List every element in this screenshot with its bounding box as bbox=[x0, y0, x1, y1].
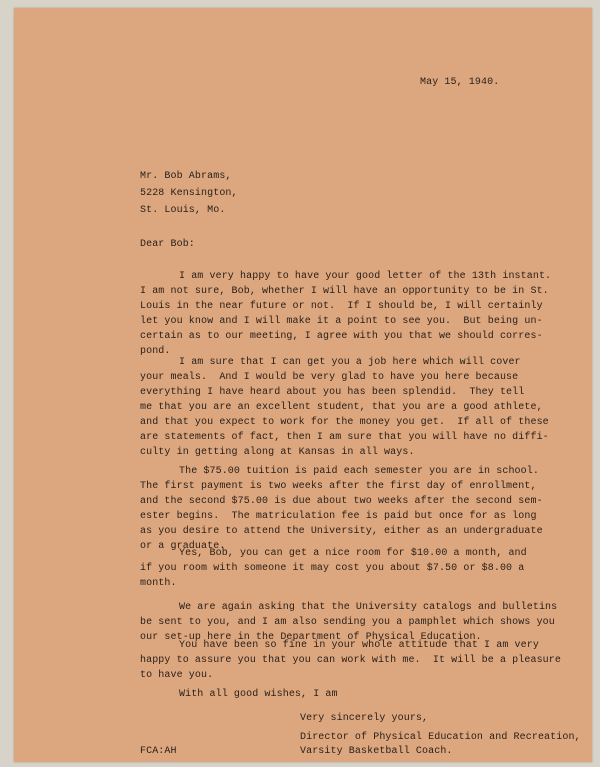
paragraph-6-line-1: You have been so fine in your whole attitude that I am very bbox=[179, 640, 539, 651]
complimentary-close: Very sincerely yours, bbox=[300, 713, 429, 724]
recipient-name: Mr. Bob Abrams, bbox=[140, 171, 232, 182]
paragraph-4-line-2: if you room with someone it may cost you about $7.50 or $8.00 a bbox=[140, 563, 525, 574]
paragraph-2-line-2: your meals. And I would be very glad to have you here because bbox=[140, 372, 519, 383]
paragraph-2-line-5: and that you expect to work for the money you get. If all of these bbox=[140, 417, 549, 428]
paragraph-3-line-4: ester begins. The matriculation fee is paid but once for as long bbox=[140, 511, 537, 522]
paragraph-3-line-1: The $75.00 tuition is paid each semester you are in school. bbox=[179, 466, 539, 477]
paragraph-1-line-3: Louis in the near future or not. If I should be, I will certainly bbox=[140, 301, 543, 312]
paragraph-5-line-2: be sent to you, and I am also sending you a pamphlet which shows you bbox=[140, 617, 555, 628]
paragraph-1-line-6: pond. bbox=[140, 346, 171, 357]
paragraph-4-line-1: Yes, Bob, you can get a nice room for $10.00 a month, and bbox=[179, 548, 527, 559]
recipient-street: 5228 Kensington, bbox=[140, 188, 238, 199]
letter-date: May 15, 1940. bbox=[420, 77, 500, 88]
reference-initials: FCA:AH bbox=[140, 746, 177, 757]
recipient-city: St. Louis, Mo. bbox=[140, 205, 226, 216]
closing-wishes: With all good wishes, I am bbox=[179, 689, 338, 700]
paragraph-3-line-6: or a graduate. bbox=[140, 541, 226, 552]
letter-page bbox=[14, 8, 592, 762]
paragraph-5-line-1: We are again asking that the University catalogs and bulletins bbox=[179, 602, 558, 613]
signature-line-2: Varsity Basketball Coach. bbox=[300, 746, 453, 757]
paragraph-2-line-4: me that you are an excellent student, that you are a good athlete, bbox=[140, 402, 543, 413]
paragraph-3-line-3: and the second $75.00 is due about two weeks after the second sem- bbox=[140, 496, 543, 507]
paragraph-3-line-5: as you desire to attend the University, either as an undergraduate bbox=[140, 526, 543, 537]
paragraph-2-line-6: are statements of fact, then I am sure that you will have no diffi- bbox=[140, 432, 549, 443]
paragraph-4-line-3: month. bbox=[140, 578, 177, 589]
paragraph-2-line-3: everything I have heard about you has been splendid. They tell bbox=[140, 387, 525, 398]
paragraph-1-line-4: let you know and I will make it a point to see you. But being un- bbox=[140, 316, 543, 327]
paragraph-2-line-1: I am sure that I can get you a job here which will cover bbox=[179, 357, 521, 368]
paragraph-3-line-2: The first payment is two weeks after the first day of enrollment, bbox=[140, 481, 537, 492]
paragraph-1-line-1: I am very happy to have your good letter of the 13th instant. bbox=[179, 271, 552, 282]
signature-line-1: Director of Physical Education and Recreation, bbox=[300, 732, 581, 743]
paragraph-2-line-7: culty in getting along at Kansas in all ways. bbox=[140, 447, 415, 458]
paragraph-5-line-3: our set-up here in the Department of Physical Education. bbox=[140, 632, 482, 643]
paragraph-6-line-3: to have you. bbox=[140, 670, 214, 681]
paragraph-1-line-5: certain as to our meeting, I agree with you that we should corres- bbox=[140, 331, 543, 342]
paragraph-6-line-2: happy to assure you that you can work with me. It will be a pleasure bbox=[140, 655, 561, 666]
salutation: Dear Bob: bbox=[140, 239, 195, 250]
paragraph-1-line-2: I am not sure, Bob, whether I will have an opportunity to be in St. bbox=[140, 286, 549, 297]
